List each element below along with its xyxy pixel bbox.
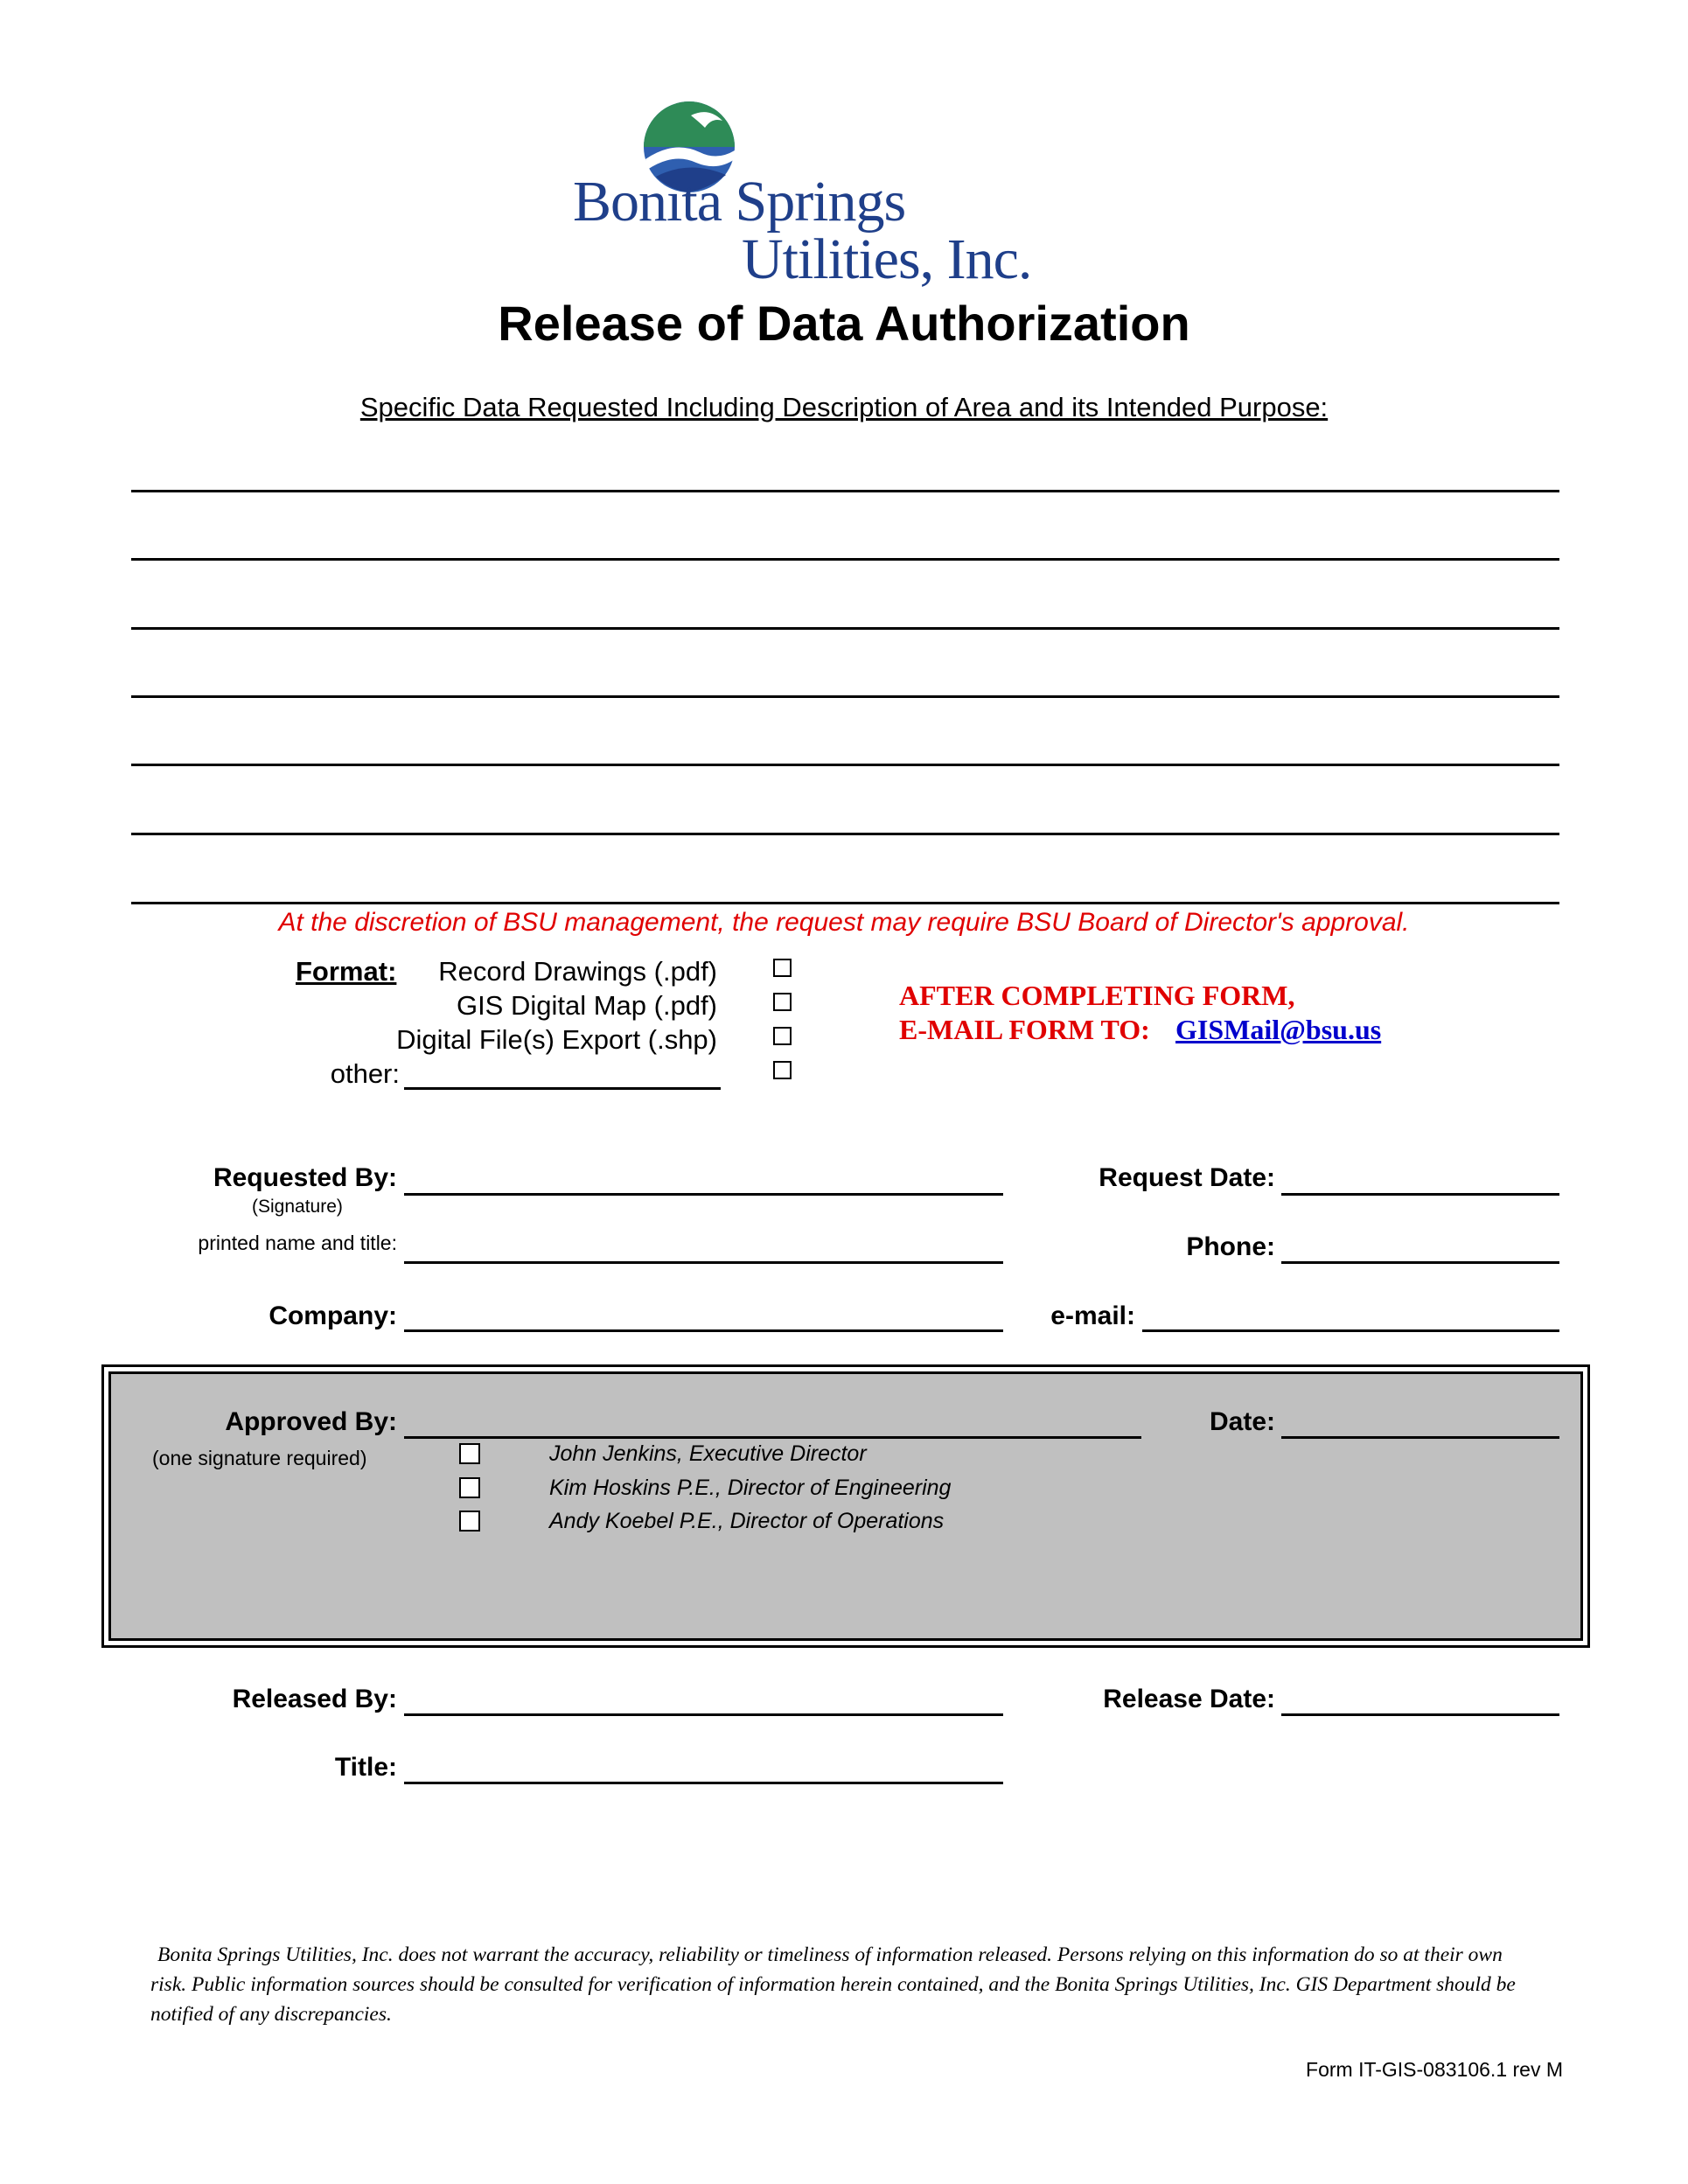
approver-name: Kim Hoskins P.E., Director of Engineering xyxy=(549,1476,952,1500)
gis-map-checkbox[interactable] xyxy=(773,993,792,1011)
company-label: Company: xyxy=(269,1301,397,1330)
form-number: Form IT-GIS-083106.1 rev M xyxy=(1306,2058,1563,2081)
description-line[interactable] xyxy=(131,627,1559,630)
request-date-label: Request Date: xyxy=(1099,1163,1275,1192)
email-label: e-mail: xyxy=(1050,1301,1135,1330)
digital-export-checkbox[interactable] xyxy=(773,1027,792,1045)
format-label: Format: xyxy=(296,956,397,987)
released-by-label: Released By: xyxy=(232,1685,397,1713)
release-date-field[interactable] xyxy=(1281,1713,1559,1716)
format-option-digital-export: Digital File(s) Export (.shp) xyxy=(396,1024,717,1055)
format-option-gis-map: GIS Digital Map (.pdf) xyxy=(456,990,717,1021)
approver-checkbox-jenkins[interactable] xyxy=(459,1443,480,1464)
signature-note: (Signature) xyxy=(252,1197,343,1217)
description-line[interactable] xyxy=(131,490,1559,492)
description-line[interactable] xyxy=(131,833,1559,835)
company-field[interactable] xyxy=(404,1329,1003,1332)
phone-label: Phone: xyxy=(1186,1232,1275,1261)
email-instruction-line-2: E-MAIL FORM TO: xyxy=(899,1014,1150,1045)
description-line[interactable] xyxy=(131,764,1559,766)
email-link[interactable]: GISMail@bsu.us xyxy=(1175,1014,1382,1045)
title-field[interactable] xyxy=(404,1782,1003,1784)
disclaimer: Bonita Springs Utilities, Inc. does not warrant the accuracy, reliability or timeliness of information released. Persons relying on this information do so at their own risk. Public information sources should be consulted for verification of information herein contained, and the Bonita Springs Utilities, Inc. GIS Department should be notified of any discrepancies. xyxy=(150,1943,1516,2026)
approved-by-field[interactable] xyxy=(404,1436,1141,1439)
format-option-record-drawings: Record Drawings (.pdf) xyxy=(438,956,717,987)
approved-by-label: Approved By: xyxy=(225,1407,397,1436)
approver-checkbox-hoskins[interactable] xyxy=(459,1477,480,1498)
requested-by-field[interactable] xyxy=(404,1193,1003,1196)
printed-name-label: printed name and title: xyxy=(198,1232,397,1254)
description-line[interactable] xyxy=(131,558,1559,561)
request-heading: Specific Data Requested Including Description of Area and its Intended Purpose: xyxy=(359,392,1329,422)
other-format-field[interactable] xyxy=(404,1087,721,1090)
approver-checkbox-koebel[interactable] xyxy=(459,1511,480,1532)
approver-name: Andy Koebel P.E., Director of Operations xyxy=(549,1509,945,1533)
requested-by-label: Requested By: xyxy=(213,1163,397,1192)
form-title: Release of Data Authorization xyxy=(498,296,1190,351)
approver-name: John Jenkins, Executive Director xyxy=(549,1441,867,1466)
printed-name-field[interactable] xyxy=(404,1261,1003,1264)
description-line[interactable] xyxy=(131,902,1559,904)
description-line[interactable] xyxy=(131,695,1559,698)
other-format-checkbox[interactable] xyxy=(773,1061,792,1079)
discretion-note: At the discretion of BSU management, the request may require BSU Board of Director's approval. xyxy=(278,908,1410,937)
released-by-field[interactable] xyxy=(404,1713,1003,1716)
phone-field[interactable] xyxy=(1281,1261,1559,1264)
logo-line-1: Bonita Springs xyxy=(573,170,906,234)
title-label: Title: xyxy=(334,1753,397,1782)
approval-date-field[interactable] xyxy=(1281,1436,1559,1439)
request-date-field[interactable] xyxy=(1281,1193,1559,1196)
email-instruction-line-1: AFTER COMPLETING FORM, xyxy=(899,980,1295,1011)
release-date-label: Release Date: xyxy=(1103,1685,1275,1713)
email-field[interactable] xyxy=(1142,1329,1559,1332)
record-drawings-checkbox[interactable] xyxy=(773,959,792,977)
date-label: Date: xyxy=(1209,1407,1275,1436)
logo-line-2: Utilities, Inc. xyxy=(742,227,1032,291)
one-signature-note: (one signature required) xyxy=(152,1447,367,1469)
format-option-other: other: xyxy=(330,1058,400,1089)
